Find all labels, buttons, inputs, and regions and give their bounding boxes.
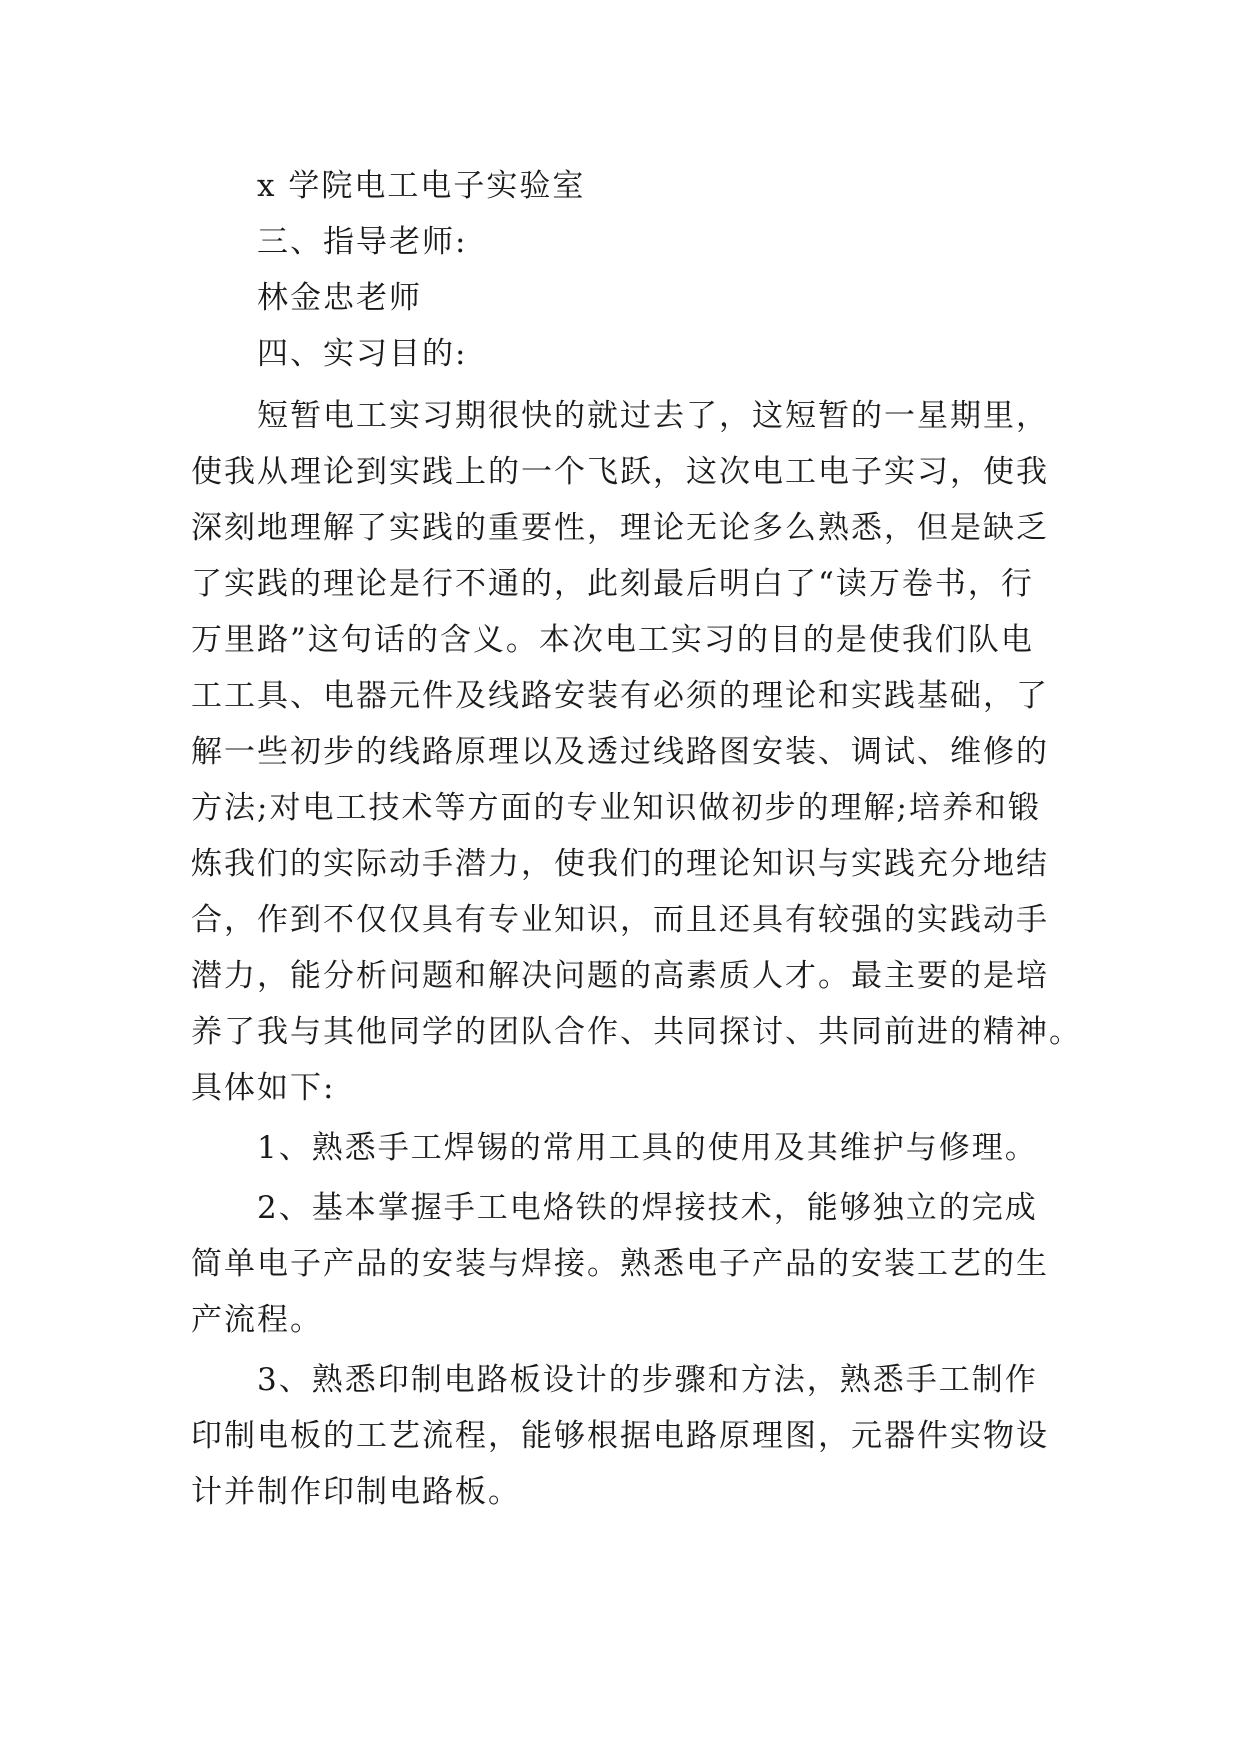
instructor-name-line: 林金忠老师 <box>257 280 422 316</box>
list-item-line: 产流程。 <box>191 1302 323 1338</box>
section-purpose-heading: 四、实习目的: <box>257 336 468 372</box>
list-item-line: 2、基本掌握手工电烙铁的焊接技术，能够独立的完成 <box>257 1190 1038 1226</box>
paragraph-line: 使我从理论到实践上的一个飞跃，这次电工电子实习，使我 <box>191 454 1049 490</box>
list-item-1 <box>191 1120 1051 1176</box>
paragraph-line: 具体如下: <box>191 1070 336 1106</box>
paragraph-line: 万里路”这句话的含义。本次电工实习的目的是使我们队电 <box>191 622 1034 658</box>
paragraph-line: 炼我们的实际动手潜力，使我们的理论知识与实践充分地结 <box>191 846 1049 882</box>
section-instructor-heading: 三、指导老师: <box>257 224 468 260</box>
paragraph-line: 短暂电工实习期很快的就过去了，这短暂的一星期里， <box>257 398 1049 434</box>
paragraph-line: 方法;对电工技术等方面的专业知识做初步的理解;培养和锻 <box>191 790 1041 826</box>
paragraph-line: 潜力，能分析问题和解决问题的高素质人才。最主要的是培 <box>191 958 1049 994</box>
list-item-line: 1、熟悉手工焊锡的常用工具的使用及其维护与修理。 <box>257 1130 1038 1166</box>
paragraph-line: 解一些初步的线路原理以及透过线路图安装、调试、维修的 <box>191 734 1049 770</box>
purpose-paragraph <box>191 388 1082 1116</box>
list-item-2 <box>191 1180 1051 1348</box>
paragraph-line: 合，作到不仅仅具有专业知识，而且还具有较强的实践动手 <box>191 902 1049 938</box>
lab-name-line: x 学院电工电子实验室 <box>257 168 586 204</box>
list-item-line: 简单电子产品的安装与焊接。熟悉电子产品的安装工艺的生 <box>191 1246 1049 1282</box>
paragraph-line: 养了我与其他同学的团队合作、共同探讨、共同前进的精神。 <box>191 1014 1082 1050</box>
paragraph-line: 工工具、电器元件及线路安装有必须的理论和实践基础，了 <box>191 678 1049 714</box>
list-item-line: 3、熟悉印制电路板设计的步骤和方法，熟悉手工制作 <box>257 1362 1038 1398</box>
list-item-line: 计并制作印制电路板。 <box>191 1474 521 1510</box>
document-body <box>191 158 1082 1520</box>
paragraph-line: 深刻地理解了实践的重要性，理论无论多么熟悉，但是缺乏 <box>191 510 1049 546</box>
paragraph-line: 了实践的理论是行不通的，此刻最后明白了“读万卷书，行 <box>191 566 1034 602</box>
list-item-3 <box>191 1352 1051 1520</box>
list-item-line: 印制电板的工艺流程，能够根据电路原理图，元器件实物设 <box>191 1418 1049 1454</box>
